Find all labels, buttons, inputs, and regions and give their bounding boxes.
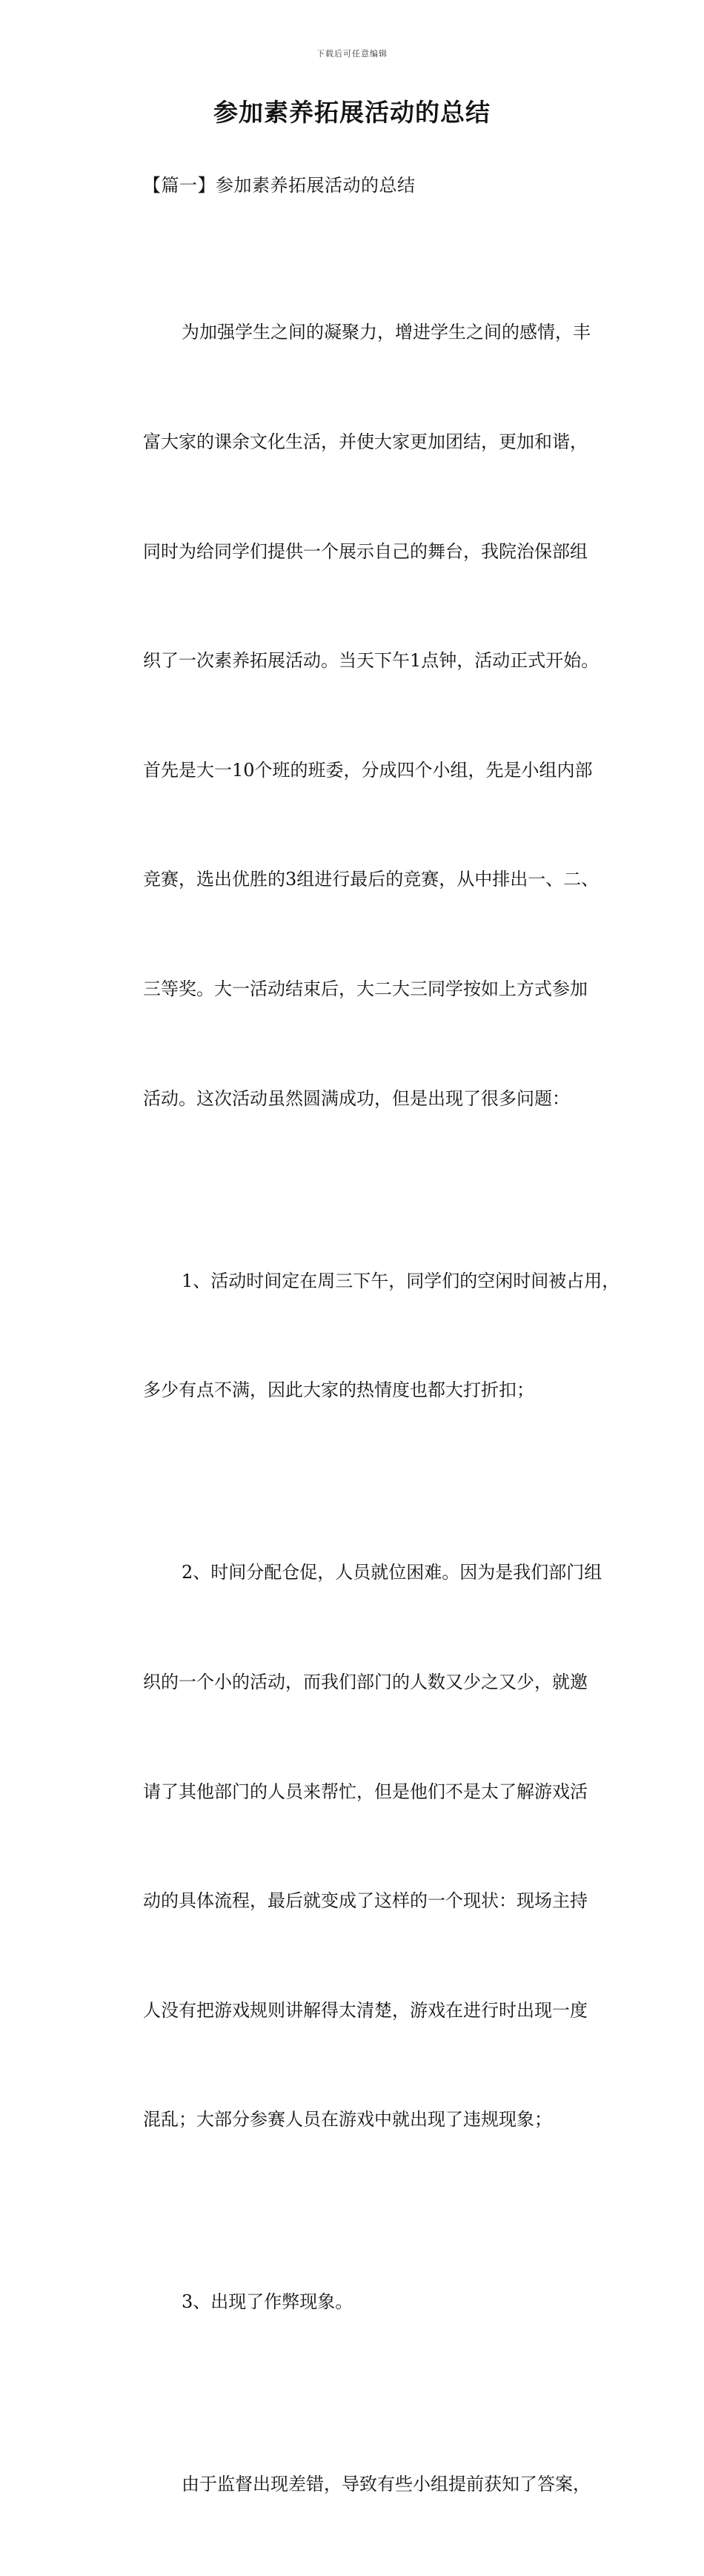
paragraph-issue-3-detail <box>107 2394 611 2576</box>
text-line: 请了其他部门的人员来帮忙，但是他们不是太了解游戏活 <box>143 1781 588 1802</box>
text-line: 3、出现了作弊现象。 <box>182 2291 353 2313</box>
text-line: 动的具体流程，最后就变成了这样的一个现状：现场主持 <box>143 1890 588 1912</box>
text-line: 同时为给同学们提供一个展示自己的舞台，我院治保部组 <box>143 540 588 562</box>
text-line: 富大家的课余文化生活，并使大家更加团结，更加和谐， <box>143 431 588 453</box>
text-line: 1、活动时间定在周三下午，同学们的空闲时间被占用， <box>182 1270 620 1291</box>
document-body <box>107 242 620 2576</box>
text-line: 三等奖。大一活动结束后，大二大三同学按如上方式参加 <box>143 979 588 1000</box>
paragraph-intro <box>107 242 611 1190</box>
text-line: 多少有点不满，因此大家的热情度也都大打折扣； <box>143 1380 534 1401</box>
text-line: 织的一个小的活动，而我们部门的人数又少之又少，就邀 <box>143 1671 588 1692</box>
text-line: 织了一次素养拓展活动。当天下午1点钟，活动正式开始。 <box>143 650 600 672</box>
text-line: 活动。这次活动虽然圆满成功，但是出现了很多问题： <box>143 1087 570 1109</box>
header-note: 下载后可任意编辑 <box>316 49 388 59</box>
text-line: 混乱；大部分参赛人员在游戏中就出现了违规现象； <box>143 2109 552 2130</box>
text-line: 为加强学生之间的凝聚力，增进学生之间的感情，丰 <box>182 322 591 343</box>
text-line: 竞赛，选出优胜的3组进行最后的竞赛，从中排出一、二、 <box>143 869 600 890</box>
document-title: 参加素养拓展活动的总结 <box>213 98 491 127</box>
paragraph-issue-1 <box>107 1190 620 1482</box>
text-line: 由于监督出现差错，导致有些小组提前获知了答案， <box>182 2474 591 2495</box>
paragraph-issue-3 <box>107 2211 611 2394</box>
text-line: 首先是大一10个班的班委，分成四个小组，先是小组内部 <box>143 759 593 781</box>
section-heading: 【篇一】参加素养拓展活动的总结 <box>143 175 416 196</box>
paragraph-issue-2 <box>107 1482 611 2211</box>
text-line: 人没有把游戏规则讲解得太清楚，游戏在进行时出现一度 <box>143 1999 588 2021</box>
text-line: 2、时间分配仓促，人员就位困难。因为是我们部门组 <box>182 1562 602 1583</box>
